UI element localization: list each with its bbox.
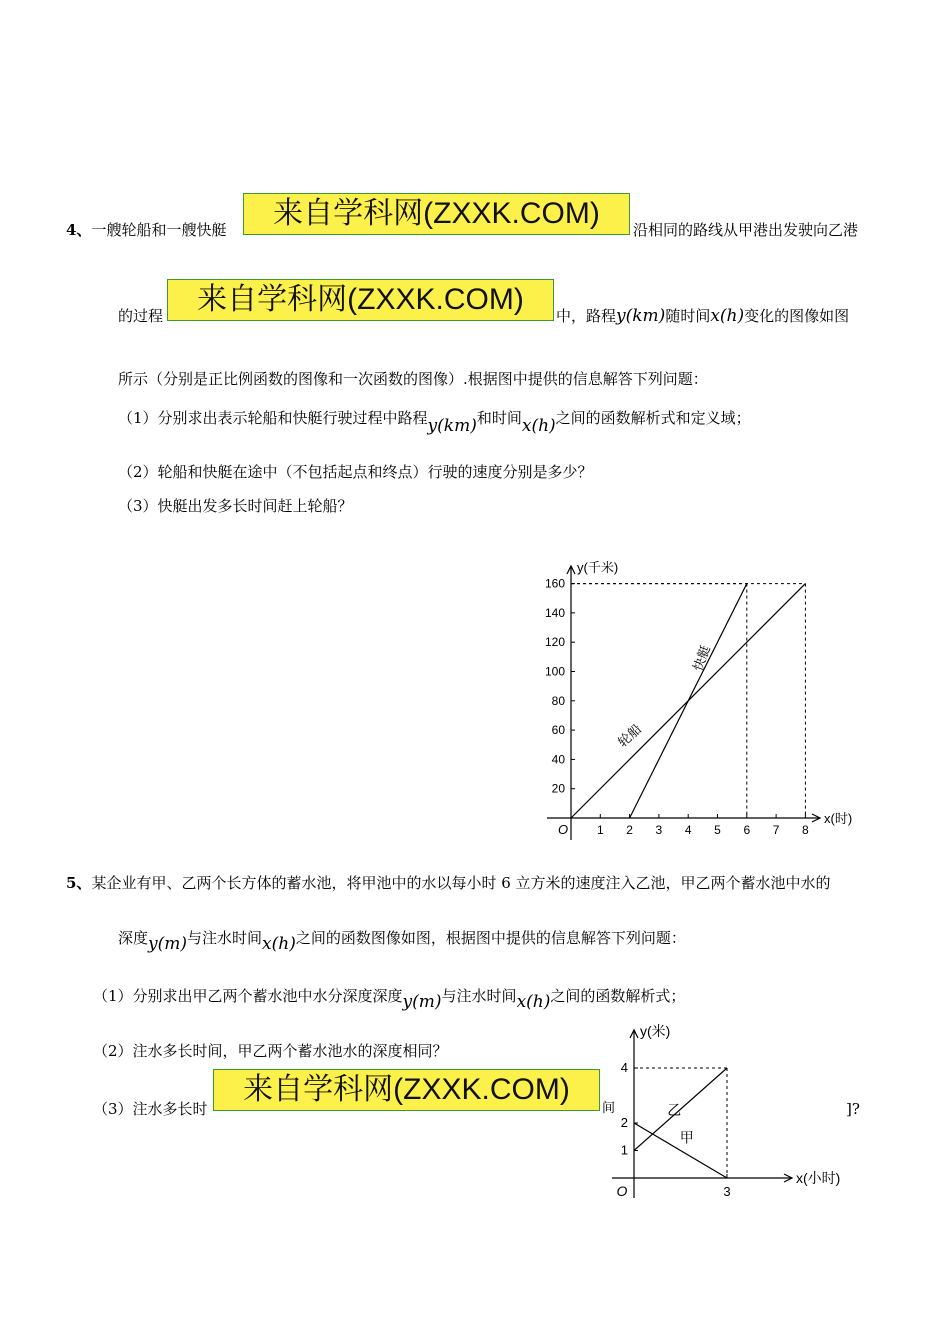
series-line-2 (630, 584, 747, 818)
x-tick-label: 2 (626, 823, 633, 837)
y-tick-label: 20 (551, 781, 565, 796)
q4-p1a: （1）分别求出表示轮船和快艇行驶过程中路程 (118, 409, 428, 427)
q5-p3a: （3）注水多长时 (93, 1100, 208, 1118)
watermark-logo: 来自学科网(ZXXK.COM) (167, 279, 554, 321)
x-tick-label: 3 (655, 823, 663, 837)
q4-p1b: 和时间 (476, 409, 522, 427)
y-tick-label: 120 (544, 635, 565, 650)
q4-line3: 所示（分别是正比例函数的图像和一次函数的图像）.根据图中提供的信息解答下列问题： (118, 370, 708, 388)
q5-part3-tail: ]? (846, 1100, 860, 1118)
x-tick-label: 4 (684, 823, 692, 837)
math-x-h: x(h) (262, 934, 296, 954)
q5-l2b: 与注水时间 (187, 929, 263, 947)
x-tick-label: 7 (772, 823, 780, 837)
math-y-m: y(m) (148, 934, 188, 954)
y-tick-label: 100 (544, 664, 565, 679)
chart2-group (612, 1023, 840, 1199)
chart1-group (545, 560, 852, 840)
x-tick-label: 8 (802, 823, 809, 837)
q5-part3 (93, 1099, 208, 1119)
q4-part3: （3）快艇出发多长时间赶上轮船？ (118, 497, 353, 515)
q4-line2-end (556, 306, 849, 326)
q4-line1 (66, 220, 226, 240)
y-tick-label: 2 (620, 1115, 628, 1130)
q5-p1b: 与注水时间 (441, 987, 517, 1005)
q5-p3b: 间 (602, 1101, 616, 1116)
q5-l1: 某企业有甲、乙两个长方体的蓄水池，将甲池中的水以每小时 6 立方米的速度注入乙池，甲乙两个蓄水池中水的 (91, 874, 831, 892)
x-tick-label: 5 (714, 823, 721, 837)
series-label: 甲 (679, 1129, 694, 1146)
q5-l2a: 深度 (118, 929, 149, 947)
chart-water-tank (600, 1020, 870, 1205)
q4-part2: （2）轮船和快艇在途中（不包括起点和终点）行驶的速度分别是多少？ (118, 463, 593, 481)
q4-l2b: 中，路程 (556, 307, 617, 325)
q4-l2a: 的过程 (118, 307, 164, 325)
q4-l2d: 变化的图像如图 (744, 307, 850, 325)
series-label: 乙 (667, 1101, 682, 1118)
q5-part1 (93, 986, 686, 1012)
q5-l2c: 之间的函数图像如图，根据图中提供的信息解答下列问题： (295, 929, 686, 947)
y-tick-label: 140 (544, 605, 565, 620)
q5-part2: （2）注水多长时间，甲乙两个蓄水池水的深度相同？ (93, 1042, 448, 1060)
q4-line2 (118, 306, 163, 326)
y-tick-label: 60 (551, 723, 565, 738)
q4-l2c: 随时间 (665, 307, 711, 325)
q5-p1a: （1）分别求出甲乙两个蓄水池中水分深度深度 (93, 987, 403, 1005)
x-tick-label: 1 (596, 823, 604, 837)
math-y-km: y(km) (616, 306, 666, 326)
math-x-h: x(h) (516, 992, 551, 1012)
q5-line2 (118, 928, 686, 954)
q5-line1 (66, 873, 831, 893)
x-axis-label: x(时) (824, 811, 853, 826)
q4-l1a: 一艘轮船和一艘快艇 (91, 221, 227, 239)
q4-p1c: 之间的函数解析式和定义域； (555, 409, 751, 427)
y-tick-label: 80 (551, 693, 565, 708)
y-axis-label: y(千米) (577, 560, 619, 575)
y-tick-label: 1 (620, 1142, 628, 1158)
y-tick-label: 4 (620, 1060, 628, 1075)
x-axis-label: x(小时) (796, 1170, 841, 1186)
math-y-km: y(km) (427, 416, 477, 436)
chart-ship-boat (535, 558, 875, 848)
series-label: 快艇 (690, 643, 714, 674)
y-axis-label: y(米) (640, 1023, 671, 1039)
watermark-logo: 来自学科网(ZXXK.COM) (243, 193, 630, 235)
math-x-h: x(h) (521, 416, 556, 436)
x-tick-label: 3 (723, 1184, 731, 1199)
q5-p1c: 之间的函数解析式； (550, 987, 686, 1005)
q4-line1-end: 沿相同的路线从甲港出发驶向乙港 (633, 221, 859, 239)
q4-number: 4、 (66, 221, 92, 239)
x-tick-label: 6 (743, 823, 751, 837)
q4-part1 (118, 408, 751, 436)
y-tick-label: 40 (551, 752, 565, 767)
math-y-m: y(m) (402, 992, 442, 1012)
origin-label: O (557, 822, 569, 837)
series-label: 轮船 (614, 721, 645, 750)
math-x-h: x(h) (710, 306, 745, 326)
q5-number: 5、 (66, 874, 92, 892)
watermark-logo: 来自学科网(ZXXK.COM) (213, 1069, 600, 1111)
origin-label: O (616, 1183, 628, 1199)
y-tick-label: 160 (544, 576, 565, 591)
